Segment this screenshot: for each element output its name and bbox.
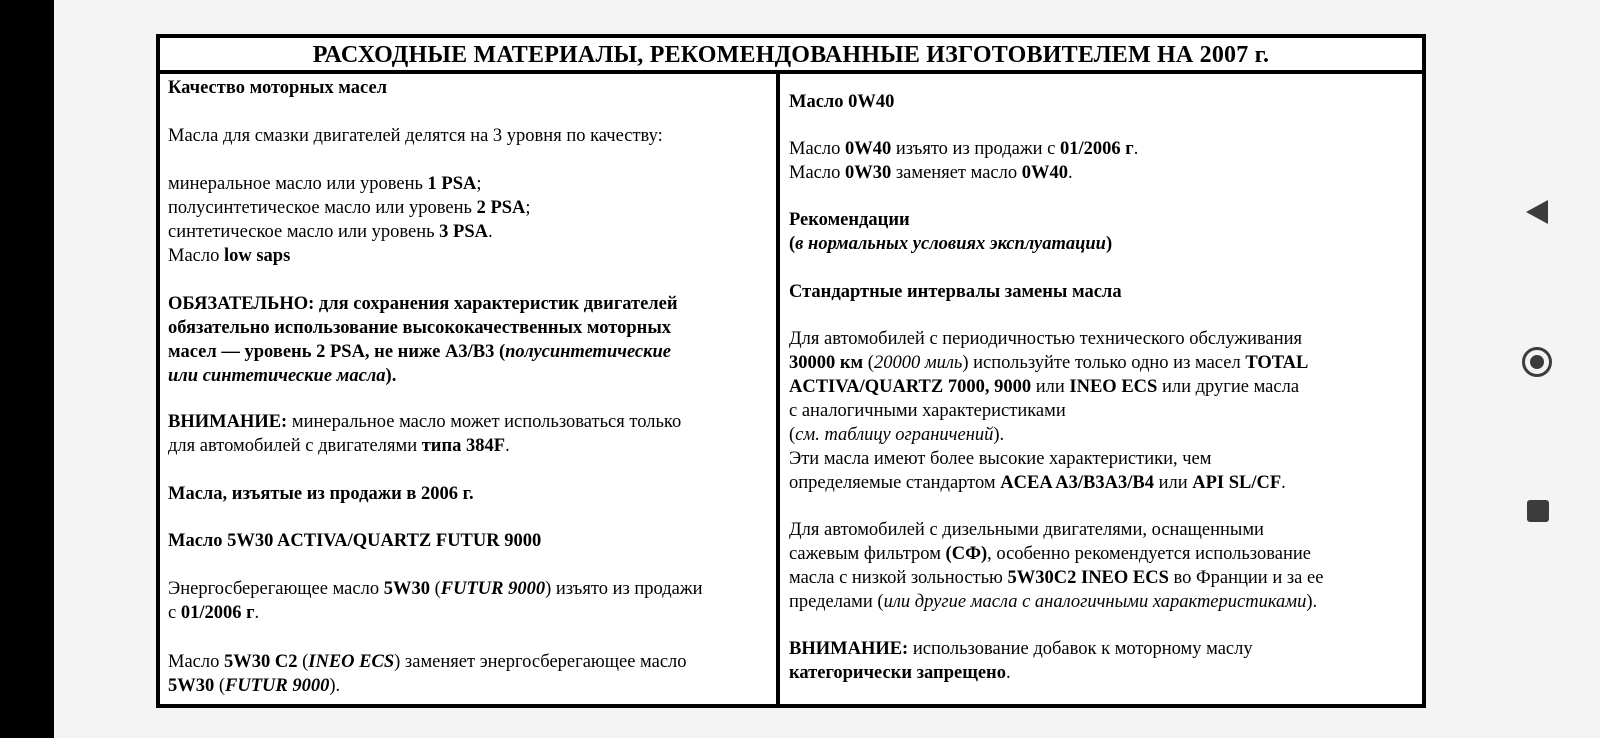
heading-oil-quality: Качество моторных масел	[168, 78, 388, 98]
intervals-line-3: ACTIVA/QUARTZ 7000, 9000 или INEO ECS или другие масла	[789, 377, 1300, 397]
diesel-line-3: масла с низкой зольностью 5W30C2 INEO ECS во Франции и за ее	[789, 568, 1324, 588]
mandatory-line-3: масел — уровень 2 PSA, не ниже A3/B3 (полусинтетические	[168, 342, 671, 362]
right-column	[780, 74, 1422, 704]
level-3: синтетическое масло или уровень 3 PSA.	[168, 222, 493, 242]
c2-replace-line-1: Масло 5W30 C2 (INEO ECS) заменяет энергосберегающее масло	[168, 652, 687, 672]
navigation-bar	[1482, 0, 1600, 738]
additives-warning-line-2: категорически запрещено.	[789, 663, 1011, 683]
recommendations-subtitle: (в нормальных условиях эксплуатации)	[789, 234, 1113, 254]
left-column	[160, 74, 780, 704]
level-2: полусинтетическое масло или уровень 2 PSA;	[168, 198, 531, 218]
circle-icon	[1522, 347, 1552, 377]
table-title: РАСХОДНЫЕ МАТЕРИАЛЫ, РЕКОМЕНДОВАННЫЕ ИЗГОТОВИТЕЛЕМ НА 2007 г.	[160, 38, 1422, 74]
heading-0w40: Масло 0W40	[789, 92, 895, 112]
triangle-left-icon	[1526, 200, 1548, 224]
intervals-line-4: с аналогичными характеристиками	[789, 401, 1066, 421]
intervals-line-5: (см. таблицу ограничений).	[789, 425, 1005, 445]
back-button[interactable]	[1482, 182, 1600, 242]
heading-withdrawn-oils: Масла, изъятые из продажи в 2006 г.	[168, 484, 474, 504]
square-icon	[1527, 500, 1549, 522]
low-saps-line: Масло low saps	[168, 246, 291, 266]
intervals-line-7: определяемые стандартом ACEA A3/B3A3/B4 или API SL/CF.	[789, 473, 1286, 493]
c2-replace-line-2: 5W30 (FUTUR 9000).	[168, 676, 341, 696]
consumables-table	[156, 34, 1426, 708]
diesel-line-2: сажевым фильтром (СФ), особенно рекомендуется использование	[789, 544, 1311, 564]
heading-5w30-futur: Масло 5W30 ACTIVA/QUARTZ FUTUR 9000	[168, 531, 542, 551]
mandatory-line-2: обязательно использование высококачественных моторных	[168, 318, 672, 338]
heading-recommendations: Рекомендации	[789, 210, 910, 230]
mandatory-line-1: ОБЯЗАТЕЛЬНО: для сохранения характеристик двигателей	[168, 294, 678, 314]
heading-intervals: Стандартные интервалы замены масла	[789, 282, 1122, 302]
intervals-line-2: 30000 км (20000 миль) используйте только одно из масел TOTAL	[789, 353, 1309, 373]
intervals-line-6: Эти масла имеют более высокие характеристики, чем	[789, 449, 1212, 469]
mandatory-line-4: или синтетические масла).	[168, 366, 397, 386]
diesel-line-4: пределами (или другие масла с аналогичными характеристиками).	[789, 592, 1318, 612]
home-button[interactable]	[1482, 331, 1600, 391]
additives-warning-line-1: ВНИМАНИЕ: использование добавок к моторному маслу	[789, 639, 1253, 659]
0w30-replaces-line: Масло 0W30 заменяет масло 0W40.	[789, 163, 1073, 183]
level-1: минеральное масло или уровень 1 PSA;	[168, 174, 482, 194]
0w40-withdrawn-line: Масло 0W40 изъято из продажи с 01/2006 г.	[789, 139, 1139, 159]
warning-line-2: для автомобилей с двигателями типа 384F.	[168, 436, 510, 456]
levels-intro: Масла для смазки двигателей делятся на 3 уровня по качеству:	[168, 126, 663, 146]
energy-oil-line-2: с 01/2006 г.	[168, 603, 260, 623]
recents-button[interactable]	[1482, 481, 1600, 541]
energy-oil-line-1: Энергосберегающее масло 5W30 (FUTUR 9000) изъято из продажи	[168, 579, 703, 599]
intervals-line-1: Для автомобилей с периодичностью технического обслуживания	[789, 329, 1303, 349]
warning-line-1: ВНИМАНИЕ: минеральное масло может использоваться только	[168, 412, 682, 432]
diesel-line-1: Для автомобилей с дизельными двигателями, оснащенными	[789, 520, 1264, 540]
